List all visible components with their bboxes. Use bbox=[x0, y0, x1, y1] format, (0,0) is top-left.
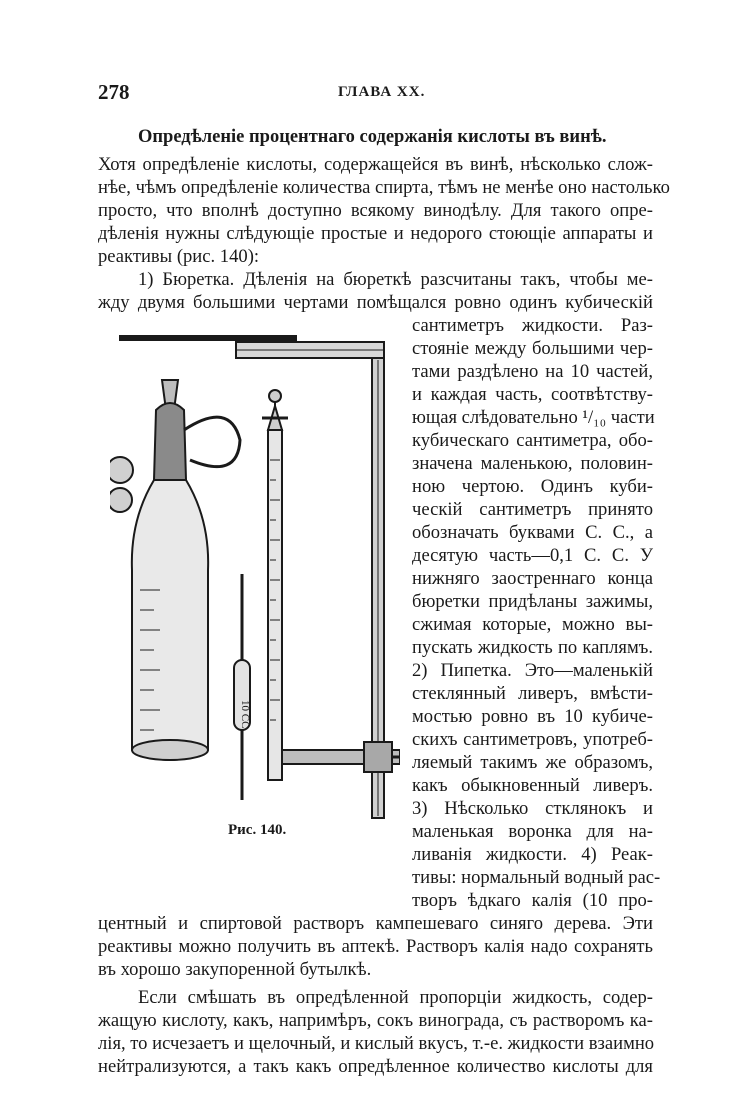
text-line: творъ ѣдкаго калія (10 про- bbox=[412, 890, 653, 911]
text-line: 2) Пипетка. Это—маленькій bbox=[412, 660, 653, 681]
text-line: нижняго заостреннаго конца bbox=[412, 568, 653, 589]
text-line: ливанія жидкости. 4) Реак- bbox=[412, 844, 653, 865]
text-line: реактивы можно получить въ аптекѣ. Растворъ калія надо сохранять bbox=[98, 936, 653, 957]
text-line: лія, то исчезаетъ и щелочный, и кислый вкусъ, т.-е. жидкости взаимно bbox=[98, 1033, 655, 1054]
stand-arm bbox=[120, 336, 384, 358]
text-line: просто, что вполнѣ доступно всякому винодѣлу. Для такого опре- bbox=[98, 200, 653, 221]
text-line: и каждая часть, соотвѣтству- bbox=[412, 384, 653, 405]
text-line: стеклянный ливеръ, вмѣсти- bbox=[412, 683, 653, 704]
text-line: ною чертою. Одинъ куби- bbox=[412, 476, 653, 497]
text-line: реактивы (рис. 140): bbox=[98, 246, 260, 267]
text-line: Если смѣшать въ опредѣленной пропорціи жидкость, содер- bbox=[138, 987, 653, 1008]
pipette bbox=[234, 574, 250, 800]
text-line: сжимая которые, можно вы- bbox=[412, 614, 653, 635]
text-line: обозначать буквами С. С., а bbox=[412, 522, 653, 543]
text-line: жду двумя большими чертами помѣщался ровно одинъ кубическій bbox=[98, 292, 653, 313]
text-line: 1) Бюретка. Дѣленія на бюреткѣ разсчитаны такъ, чтобы ме- bbox=[138, 269, 653, 290]
text-line: центный и спиртовой растворъ кампешеваго синяго дерева. Эти bbox=[98, 913, 653, 934]
text-line: тами раздѣлено на 10 частей, bbox=[412, 361, 653, 382]
graduated-bottle bbox=[110, 380, 240, 760]
text-line: десятую часть—0,1 С. С. У bbox=[412, 545, 653, 566]
text-line: значена маленькою, половин- bbox=[412, 453, 653, 474]
text-line: скихъ сантиметровъ, употреб- bbox=[412, 729, 653, 750]
figure-140-illustration bbox=[110, 330, 400, 830]
text-line: какъ обыкновенный ливеръ. bbox=[412, 775, 653, 796]
text-line: пускать жидкость по каплямъ. bbox=[412, 637, 653, 658]
stand-clamp bbox=[270, 742, 400, 772]
text-line: Хотя опредѣленіе кислоты, содержащейся въ винѣ, нѣсколько слож- bbox=[98, 154, 653, 175]
text-line: дѣленія нужны слѣдующіе простые и недорого стоющіе аппараты и bbox=[98, 223, 653, 244]
text-line: жащую кислоту, какъ, напримѣръ, сокъ винограда, съ растворомъ ка- bbox=[98, 1010, 653, 1031]
figure-caption: Рис. 140. bbox=[228, 822, 287, 838]
text-line: ющая слѣдовательно ¹/₁₀ части bbox=[412, 407, 655, 428]
page-number: 278 bbox=[98, 80, 130, 104]
text-line: тивы: нормальный водный рас- bbox=[412, 867, 661, 888]
pipette-marking: 10 СС bbox=[239, 700, 251, 729]
text-line: въ хорошо закупоренной бутылкѣ. bbox=[98, 959, 372, 980]
burette-tube bbox=[262, 390, 288, 780]
text-line: 3) Нѣсколько стклянокъ и bbox=[412, 798, 653, 819]
running-head: ГЛАВА ХХ. bbox=[338, 84, 426, 100]
text-line: нейтрализуются, а такъ какъ опредѣленное количество кислоты для bbox=[98, 1056, 653, 1077]
text-line: бюретки придѣланы зажимы, bbox=[412, 591, 653, 612]
text-line: мостью ровно въ 10 кубиче- bbox=[412, 706, 653, 727]
text-line: нѣе, чѣмъ опредѣленіе количества спирта, тѣмъ не менѣе оно настолько bbox=[98, 177, 670, 198]
text-line: ческій сантиметръ принято bbox=[412, 499, 653, 520]
text-line: кубическаго сантиметра, обо- bbox=[412, 430, 653, 451]
page-header bbox=[98, 80, 658, 106]
text-line: сантиметръ жидкости. Раз- bbox=[412, 315, 653, 336]
text-line: маленькая воронка для на- bbox=[412, 821, 653, 842]
text-line: стояніе между большими чер- bbox=[412, 338, 653, 359]
text-line: ляемый такимъ же образомъ, bbox=[412, 752, 653, 773]
section-title: Опредѣленіе процентнаго содержанія кислоты въ винѣ. bbox=[138, 127, 607, 147]
